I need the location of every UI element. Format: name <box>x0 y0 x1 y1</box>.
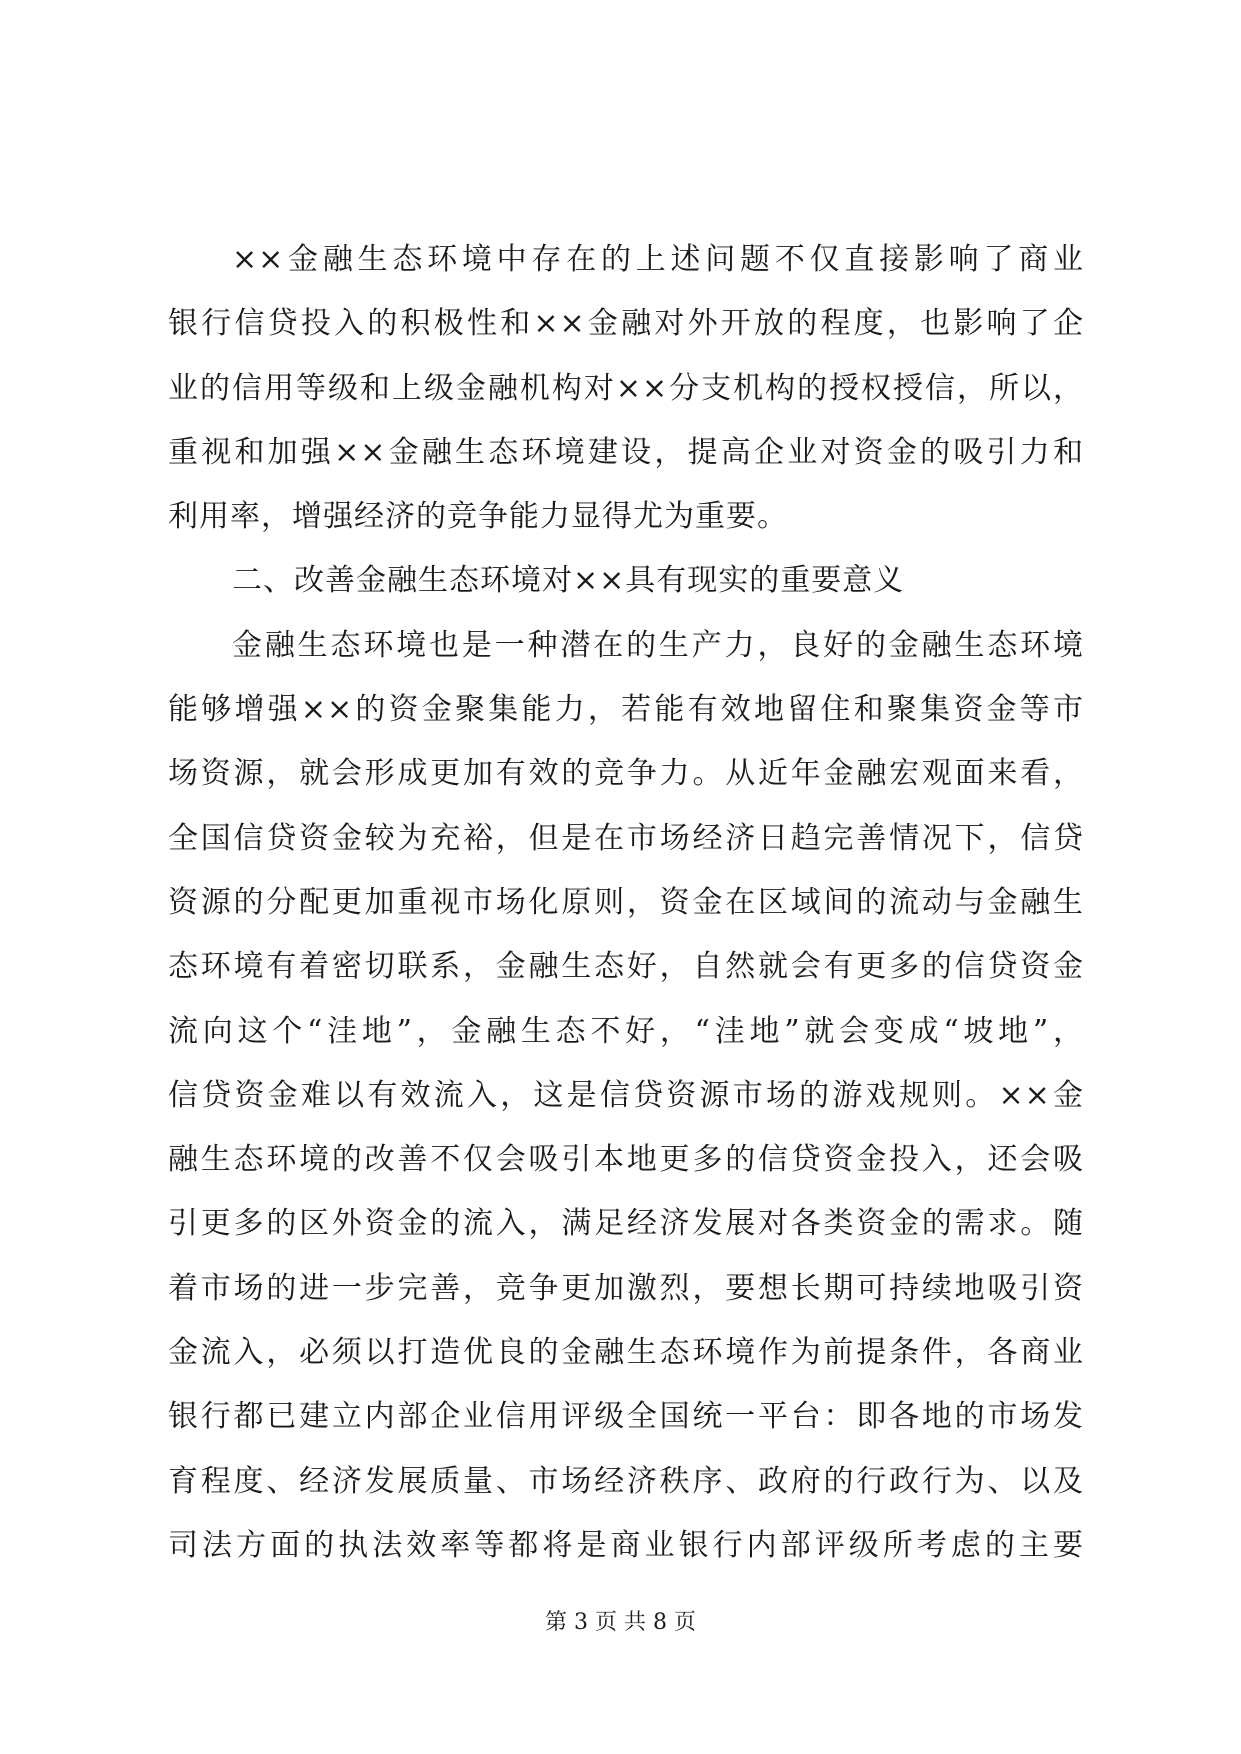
paragraph-line: 银行信贷投入的积极性和××金融对外开放的程度，也影响了企 <box>168 306 1084 342</box>
paragraph-line: 司法方面的执法效率等都将是商业银行内部评级所考虑的主要 <box>168 1527 1084 1563</box>
paragraph-line: 育程度、经济发展质量、市场经济秩序、政府的行政行为、以及 <box>168 1463 1084 1499</box>
paragraph-line: 全国信贷资金较为充裕，但是在市场经济日趋完善情况下，信贷 <box>168 820 1084 856</box>
paragraph-line: 场资源，就会形成更加有效的竞争力。从近年金融宏观面来看， <box>168 756 1084 792</box>
section-heading: 二、改善金融生态环境对××具有现实的重要意义 <box>232 563 905 599</box>
paragraph-line: 业的信用等级和上级金融机构对××分支机构的授权授信，所以， <box>168 370 1084 406</box>
paragraph-line: 资源的分配更加重视市场化原则，资金在区域间的流动与金融生 <box>168 884 1084 920</box>
paragraph-line: 银行都已建立内部企业信用评级全国统一平台：即各地的市场发 <box>168 1399 1084 1435</box>
paragraph-line: 利用率，增强经济的竞争能力显得尤为重要。 <box>168 499 788 535</box>
paragraph-line: 金流入，必须以打造优良的金融生态环境作为前提条件，各商业 <box>168 1335 1084 1371</box>
body-text <box>168 228 1084 1578</box>
paragraph-line: 引更多的区外资金的流入，满足经济发展对各类资金的需求。随 <box>168 1206 1084 1242</box>
paragraph-line: 金融生态环境也是一种潜在的生产力，良好的金融生态环境 <box>232 627 1084 663</box>
paragraph-line: 信贷资金难以有效流入，这是信贷资源市场的游戏规则。××金 <box>168 1077 1084 1113</box>
paragraph-line: 能够增强××的资金聚集能力，若能有效地留住和聚集资金等市 <box>168 692 1084 728</box>
paragraph-line: ××金融生态环境中存在的上述问题不仅直接影响了商业 <box>232 242 1084 277</box>
paragraph-line: 着市场的进一步完善，竞争更加激烈，要想长期可持续地吸引资 <box>168 1270 1084 1306</box>
page-footer <box>0 1608 1241 1638</box>
paragraph-line: 重视和加强××金融生态环境建设，提高企业对资金的吸引力和 <box>168 434 1084 470</box>
page-number: 第 3 页 共 8 页 <box>545 1610 696 1635</box>
paragraph-line: 态环境有着密切联系，金融生态好，自然就会有更多的信贷资金 <box>168 949 1084 985</box>
paragraph-line: 融生态环境的改善不仅会吸引本地更多的信贷资金投入，还会吸 <box>168 1142 1084 1178</box>
paragraph-line: 流向这个“洼地”，金融生态不好，“洼地”就会变成“坡地”， <box>168 1013 1084 1049</box>
